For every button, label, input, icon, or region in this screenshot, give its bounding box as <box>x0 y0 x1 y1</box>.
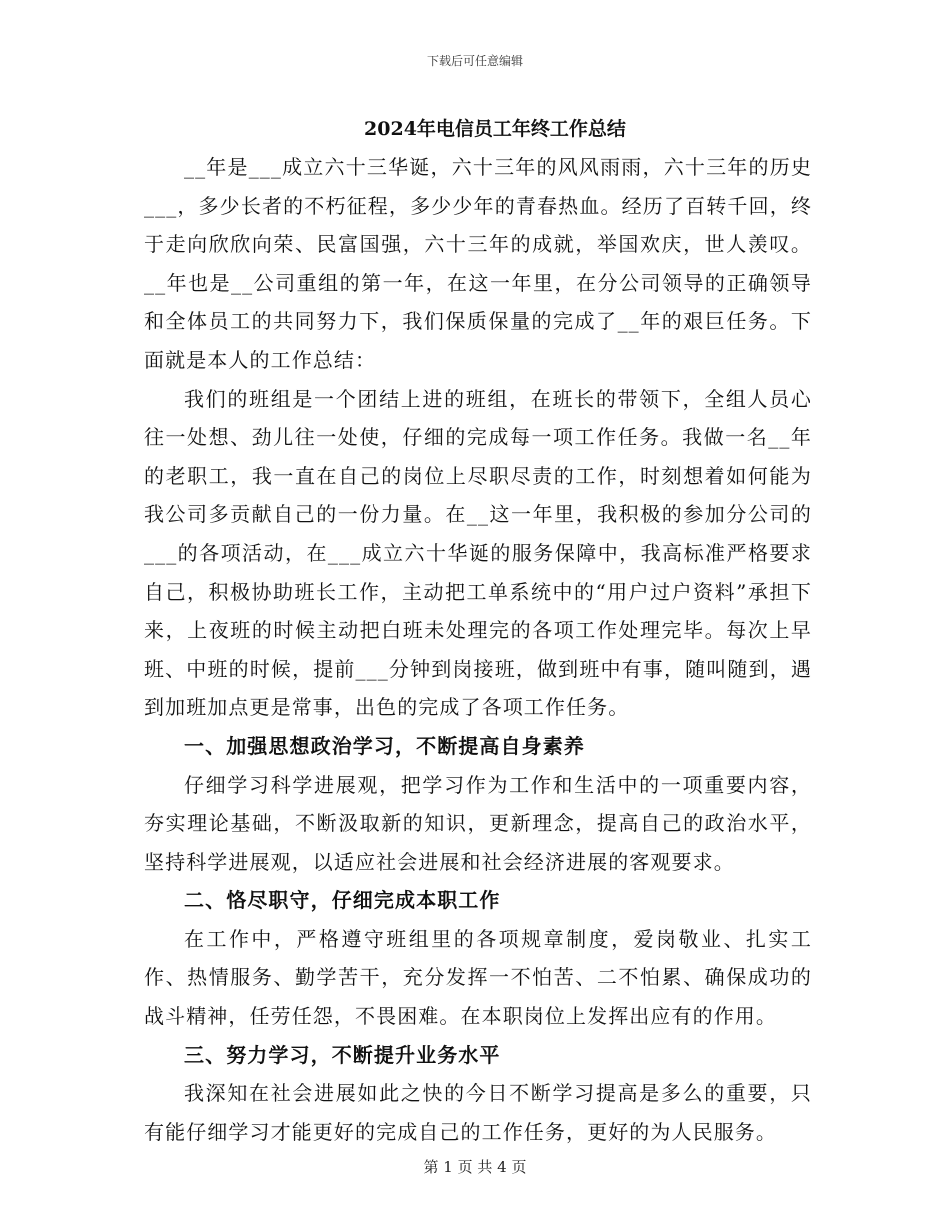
section-heading: 二、恪尽职守，仔细完成本职工作 <box>184 888 501 913</box>
document-title: 2024年电信员工年终工作总结 <box>364 118 626 140</box>
page-number-footer: 第 1 页 共 4 页 <box>423 1158 527 1176</box>
section-heading: 三、努力学习，不断提升业务水平 <box>184 1042 501 1067</box>
section-heading: 一、加强思想政治学习，不断提高自身素养 <box>184 733 585 758</box>
paragraph: 在工作中，严格遵守班组里的各项规章制度，爱岗敬业、扎实工作、热情服务、勤学苦干，充分发挥一不怕苦、二不怕累、确保成功的战斗精神，任劳任怨，不畏困难。在本职岗位上发挥出应有的作用。 <box>144 926 812 1029</box>
page-header-note: 下载后可任意编辑 <box>426 54 523 68</box>
paragraph: 我深知在社会进展如此之快的今日不断学习提高是多么的重要，只有能仔细学习才能更好的完成自己的工作任务，更好的为人民服务。 <box>144 1081 812 1144</box>
paragraph: 我们的班组是一个团结上进的班组，在班长的带领下，全组人员心往一处想、劲儿往一处使，仔细的完成每一项工作任务。我做一名__年的老职工，我一直在自己的岗位上尽职尽责的工作，时刻想着如何能为我公司多贡献自己的一份力量。在__这一年里，我积极的参加分公司的___的各项活动，在___成立六十华诞的服务保障中，我高标准严格要求自己，积极协助班长工作，主动把工单系统中的“用户过户资料”承担下来，上夜班的时候主动把白班未处理完的各项工作处理完毕。每次上早班、中班的时候，提前___分钟到岗接班，做到班中有事，随叫随到，遇到加班加点更是常事，出色的完成了各项工作任务。 <box>144 386 812 720</box>
paragraph: 仔细学习科学进展观，把学习作为工作和生活中的一项重要内容，夯实理论基础，不断汲取新的知识，更新理念，提高自己的政治水平，坚持科学进展观，以适应社会进展和社会经济进展的客观要求。 <box>144 772 812 874</box>
paragraph: __年是___成立六十三华诞，六十三年的风风雨雨，六十三年的历史___，多少长者的不朽征程，多少少年的青春热血。经历了百转千回，终于走向欣欣向荣、民富国强，六十三年的成就，举国欢庆，世人羡叹。__年也是__公司重组的第一年，在这一年里，在分公司领导的正确领导和全体员工的共同努力下，我们保质保量的完成了__年的艰巨任务。下面就是本人的工作总结： <box>144 155 812 372</box>
document-body <box>144 148 812 1151</box>
